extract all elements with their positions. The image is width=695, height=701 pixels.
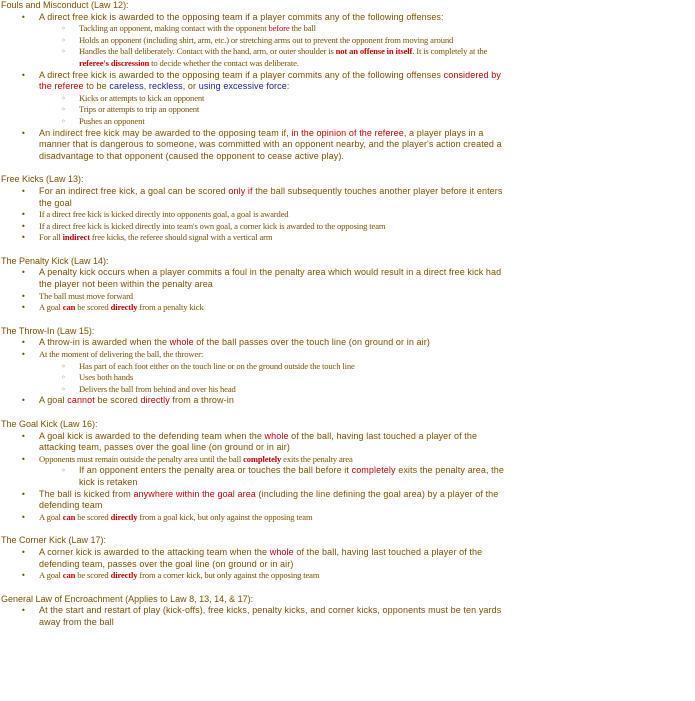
text-run: exits the penalty area, the kick is retaken [79, 465, 504, 487]
bullet-item [0, 512, 695, 524]
section [0, 0, 695, 162]
text-run: be scored [75, 511, 111, 522]
bullet-item [0, 221, 695, 233]
emphasis-text: referee's discression [79, 57, 150, 68]
bullet-item [0, 395, 695, 407]
bullet-list [0, 186, 695, 244]
text-run: exits the penalty area [281, 453, 353, 464]
text-run: , a player plays in a manner that is dangerous to someone, was committed with an opponent nearby, and the player's action created a disadvantage to that opponent (caused the opponent to cease active play). [39, 127, 502, 161]
section-heading: Fouls and Misconduct (Law 12): [1, 0, 129, 10]
emphasis-text: indirect [62, 232, 90, 243]
text-run: be scored [94, 395, 141, 406]
emphasis-text: directly [110, 511, 138, 522]
sub-bullet-item [0, 465, 695, 488]
bullet-item [0, 454, 695, 466]
text-run: Opponents must remain outside the penalty area until the ball [39, 453, 244, 464]
text-run: A direct free kick is awarded to the opposing team if a player commits any of the following offenses [39, 69, 444, 80]
section [0, 256, 695, 314]
text-run: be scored [75, 302, 111, 313]
bullet-item [0, 70, 695, 93]
bullet-item [0, 337, 695, 349]
emphasis-text: not an offense in itself [335, 46, 413, 57]
bullet-item [0, 489, 695, 512]
emphasis-text: anywhere within the goal area [133, 488, 256, 499]
sub-bullet-item [0, 361, 695, 373]
emphasis-text: whole [269, 546, 294, 557]
emphasis-text: whole [264, 430, 289, 441]
text-run: The ball is kicked from [39, 488, 134, 499]
emphasis-text: before [268, 23, 290, 34]
emphasis-text: completely [243, 453, 282, 464]
bullet-item [0, 267, 695, 290]
bullet-item [0, 547, 695, 570]
sub-bullet-item [0, 23, 695, 35]
bullet-list [0, 547, 695, 582]
section [0, 594, 695, 629]
section-heading: The Goal Kick (Law 16): [1, 419, 98, 429]
bullet-item [0, 291, 695, 303]
sub-bullet-item [0, 372, 695, 384]
text-run: A goal [39, 302, 63, 313]
bullet-item [0, 232, 695, 244]
emphasis-text: completely [351, 465, 396, 476]
bullet-list [0, 431, 695, 524]
text-run: If an opponent enters the penalty area or touches the ball before it [79, 465, 352, 476]
emphasis-text: directly [110, 302, 138, 313]
bullet-item [0, 209, 695, 221]
text-run: Handles the ball deliberately. Contact with the hand, arm, or outer shoulder is [79, 46, 336, 57]
text-run: A direct free kick is awarded to the opposing team if a player commits any of the following offenses: [39, 11, 444, 22]
section [0, 174, 695, 244]
emphasis-text: considered by the referee [39, 69, 501, 92]
emphasis-text: using excessive force [198, 81, 287, 92]
emphasis-text: careless [109, 81, 144, 92]
bullet-item [0, 431, 695, 454]
bullet-item [0, 128, 695, 163]
text-run: Kicks or attempts to kick an opponent [79, 92, 205, 103]
text-run: An indirect free kick may be awarded to the opposing team if, [39, 127, 292, 138]
section [0, 419, 695, 523]
text-run: , [143, 81, 149, 92]
text-run: the ball subsequently touches another player before it enters the goal [39, 185, 503, 208]
text-run: If a direct free kick is kicked directly into opponents goal, a goal is awarded [39, 209, 289, 220]
text-run: , or [182, 81, 199, 92]
emphasis-text: in the opinion of the referee [291, 127, 404, 138]
section-heading: Free Kicks (Law 13): [1, 174, 84, 185]
emphasis-text: can [62, 302, 76, 313]
text-run: from a penalty kick [137, 302, 204, 313]
emphasis-text: can [62, 570, 76, 581]
emphasis-text: directly [140, 395, 170, 406]
emphasis-text: whole [169, 337, 194, 348]
text-run: . It is completely at the [412, 46, 488, 57]
emphasis-text: only if [228, 185, 253, 196]
section [0, 535, 695, 581]
emphasis-text: can [62, 511, 76, 522]
bullet-list [0, 605, 695, 628]
text-run: At the start and restart of play (kick-offs), free kicks, penalty kicks, and corner kicks, opponents must be ten yards away from the ball [39, 605, 502, 627]
section-heading: General Law of Encroachment (Applies to Law 8, 13, 14, & 17): [1, 593, 254, 604]
text-run: from a corner kick, but only against the opposing team [137, 570, 320, 581]
bullet-item [0, 186, 695, 209]
text-run: A throw-in is awarded when the [39, 337, 170, 348]
bullet-item [0, 570, 695, 582]
bullet-list [0, 267, 695, 313]
emphasis-text: cannot [67, 395, 95, 406]
text-run: Uses both hands [79, 372, 134, 383]
sub-bullet-item [0, 46, 695, 69]
text-run: At the moment of delivering the ball, the thrower: [39, 349, 204, 360]
text-run: to be [83, 81, 110, 92]
text-run: of the ball, having last touched a player of the defending team, passes over the goal line (on ground or in air) [39, 546, 483, 569]
text-run: from a goal kick, but only against the opposing team [137, 511, 313, 522]
text-run: Delivers the ball from behind and over his head [79, 383, 236, 394]
section-heading: The Throw-In (Law 15): [1, 325, 95, 336]
bullet-item [0, 605, 695, 628]
sub-bullet-item [0, 116, 695, 128]
text-run: Holds an opponent (including shirt, arm, etc.) or stretching arms out to prevent the opponent from moving around [79, 34, 454, 45]
text-run: of the ball, having last touched a player of the attacking team, passes over the goal line (on ground or in air) [39, 430, 478, 453]
sub-bullet-item [0, 384, 695, 396]
section-heading: The Penalty Kick (Law 14): [1, 255, 109, 266]
text-run: Pushes an opponent [79, 115, 145, 126]
sub-bullet-item [0, 93, 695, 105]
text-run: from a throw-in [169, 395, 234, 406]
bullet-item [0, 302, 695, 314]
text-run: be scored [75, 570, 111, 581]
text-run: For an indirect free kick, a goal can be scored [39, 185, 229, 196]
text-run: A corner kick is awarded to the attacking team when the [39, 546, 270, 557]
text-run: If a direct free kick is kicked directly into team's own goal, a corner kick is awarded to the opposing team [39, 220, 386, 231]
sub-bullet-item [0, 104, 695, 116]
emphasis-text: reckless [148, 81, 183, 92]
sub-bullet-item [0, 35, 695, 47]
emphasis-text: directly [110, 570, 138, 581]
text-run: free kicks, the referee should signal with a vertical arm [89, 232, 273, 243]
text-run: A goal [39, 570, 63, 581]
section [0, 326, 695, 407]
text-run: : [286, 81, 290, 92]
text-run: A goal kick is awarded to the defending team when the [39, 430, 265, 441]
text-run: The ball must move forward [39, 290, 133, 301]
text-run: For all [39, 232, 63, 243]
text-run: Has part of each foot either on the touch line or on the ground outside the touch line [79, 360, 355, 371]
bullet-list [0, 337, 695, 407]
text-run: Trips or attempts to trip an opponent [79, 104, 200, 115]
text-run: of the ball passes over the touch line (on ground or in air) [193, 337, 430, 348]
text-run: the ball [289, 23, 316, 34]
text-run: A goal [39, 395, 68, 406]
text-run: to decide whether the contact was deliberate. [149, 57, 299, 68]
section-heading: The Corner Kick (Law 17): [1, 535, 107, 546]
bullet-item [0, 12, 695, 24]
text-run: Tackling an opponent, making contact with the opponent [79, 23, 269, 34]
bullet-item [0, 349, 695, 361]
text-run: (including the line defining the goal area) by a player of the defending team [39, 488, 499, 511]
text-run: A goal [39, 511, 63, 522]
text-run: A penalty kick occurs when a player commits a foul in the penalty area which would result in a direct free kick had the player not been within the penalty area [39, 267, 502, 290]
bullet-list [0, 12, 695, 163]
